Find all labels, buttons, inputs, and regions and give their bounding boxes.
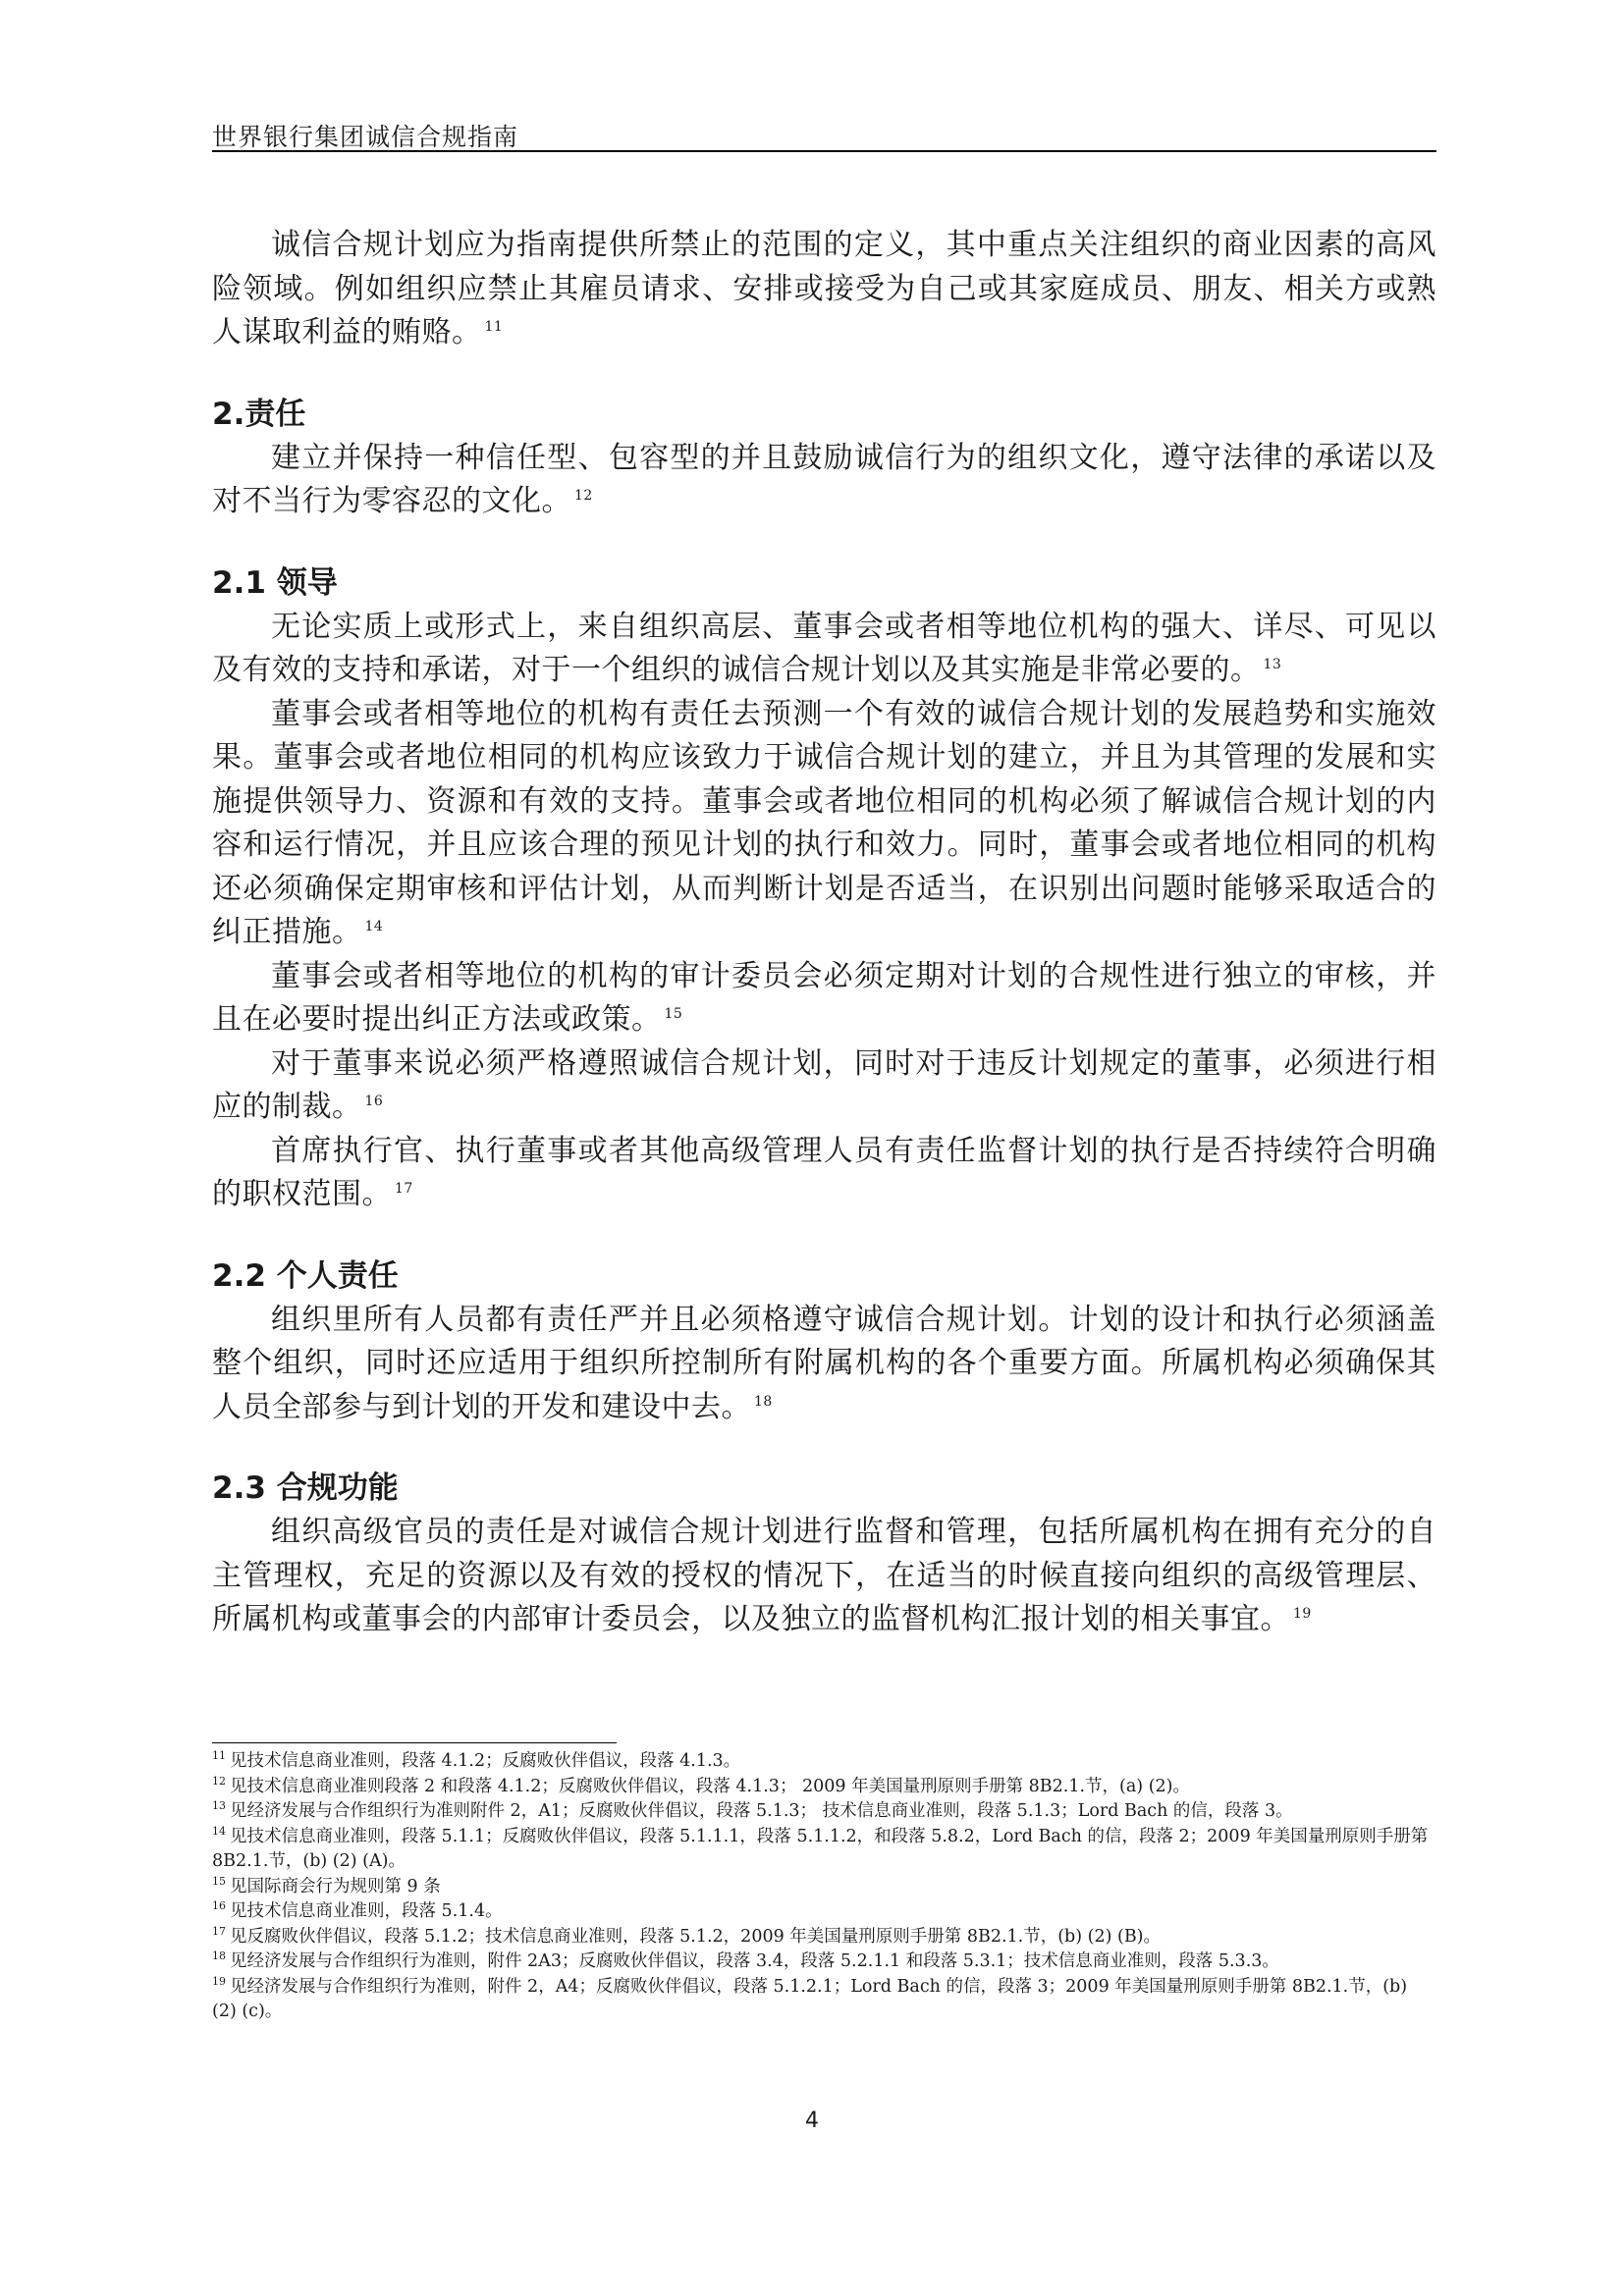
paragraph-text: 对于董事来说必须严格遵照诚信合规计划，同时对于违反计划规定的董事，必须进行相应的制裁。: [212, 1045, 1436, 1124]
footnote-text: 见技术信息商业准则，段落 5.1.4。: [230, 1901, 503, 1921]
section-heading-2-3: 2.3 合规功能: [212, 1470, 399, 1506]
section-2-1-paragraph-5: [212, 1130, 1436, 1217]
footnote-item: [212, 1775, 1436, 1800]
paragraph-text: 董事会或者相等地位的机构的审计委员会必须定期对计划的合规性进行独立的审核，并且在必要时提出纠正方法或政策。: [212, 958, 1436, 1037]
paragraph-text: 诚信合规计划应为指南提供所禁止的范围的定义，其中重点关注组织的商业因素的高风险领域。例如组织应禁止其雇员请求、安排或接受为自己或其家庭成员、朋友、相关方或熟人谋取利益的贿赂。: [212, 228, 1436, 349]
footnote-ref[interactable]: 11: [484, 319, 504, 335]
footnote-ref[interactable]: 13: [1263, 657, 1282, 672]
footnote-item: [212, 1925, 1436, 1950]
footnote-item: [212, 1825, 1436, 1875]
section-heading-2-2: 2.2 个人责任: [212, 1257, 399, 1294]
section-heading-2: 2.责任: [212, 396, 306, 432]
footnote-number: 17: [212, 1924, 226, 1938]
footnote-ref[interactable]: 17: [395, 1181, 413, 1197]
footnote-ref[interactable]: 19: [1293, 1606, 1312, 1622]
footnote-divider: [212, 1742, 617, 1743]
paragraph-text: 建立并保持一种信任型、包容型的并且鼓励诚信行为的组织文化，遵守法律的承诺以及对不当行为零容忍的文化。: [212, 440, 1436, 518]
footnote-text: 见反腐败伙伴倡议，段落 5.1.2；技术信息商业准则，段落 5.1.2，2009 年美国量刑原则手册第 8B2.1.节，(b) (2) (B)。: [230, 1926, 1162, 1947]
footnote-item: [212, 1975, 1436, 2025]
footnote-number: 11: [212, 1749, 226, 1763]
footnote-text: 见国际商会行为规则第 9 条: [230, 1876, 441, 1896]
footnote-text: 见经济发展与合作组织行为准则，附件 2A3；反腐败伙伴倡议，段落 3.4，段落 5.2.1.1 和段落 5.3.1；技术信息商业准则，段落 5.3.3。: [230, 1951, 1279, 1971]
footnote-item: [212, 1899, 1436, 1925]
section-2-1-paragraph-3: [212, 955, 1436, 1042]
footnote-text: 见经济发展与合作组织行为准则附件 2，A1；反腐败伙伴倡议，段落 5.1.3； 技术信息商业准则，段落 5.1.3；Lord Bach 的信，段落 3。: [230, 1801, 1293, 1821]
footnote-text: 见技术信息商业准则段落 2 和段落 4.1.2；反腐败伙伴倡议，段落 4.1.3； 2009 年美国量刑原则手册第 8B2.1.节，(a) (2)。: [230, 1776, 1190, 1796]
footnote-item: [212, 1799, 1436, 1825]
footnote-ref[interactable]: 16: [364, 1094, 384, 1109]
running-header: 世界银行集团诚信合规指南: [212, 123, 519, 151]
paragraph-text: 无论实质上或形式上，来自组织高层、董事会或者相等地位机构的强大、详尽、可见以及有效的支持和承诺，对于一个组织的诚信合规计划以及其实施是非常必要的。: [212, 609, 1436, 687]
section-2-2-paragraph: [212, 1299, 1436, 1430]
section-2-1-paragraph-2: [212, 693, 1436, 955]
section-heading-2-1: 2.1 领导: [212, 564, 338, 601]
footnote-text: 见经济发展与合作组织行为准则，附件 2，A4；反腐败伙伴倡议，段落 5.1.2.1；Lord Bach 的信，段落 3；2009 年美国量刑原则手册第 8B2.1.节，(b) (2) (c)。: [212, 1976, 1408, 2021]
header-divider: [212, 150, 1436, 152]
paragraph-text: 组织高级官员的责任是对诚信合规计划进行监督和管理，包括所属机构在拥有充分的自主管理权，充足的资源以及有效的授权的情况下，在适当的时候直接向组织的高级管理层、所属机构或董事会的内部审计委员会，以及独立的监督机构汇报计划的相关事宜。: [212, 1515, 1436, 1636]
footnote-item: [212, 1749, 1436, 1775]
footnote-number: 15: [212, 1874, 226, 1888]
page-number: 4: [805, 2109, 819, 2133]
footnote-number: 16: [212, 1899, 226, 1913]
footnote-number: 14: [212, 1824, 226, 1838]
paragraph-text: 董事会或者相等地位的机构有责任去预测一个有效的诚信合规计划的发展趋势和实施效果。董事会或者地位相同的机构应该致力于诚信合规计划的建立，并且为其管理的发展和实施提供领导力、资源和有效的支持。董事会或者地位相同的机构必须了解诚信合规计划的内容和运行情况，并且应该合理的预见计划的执行和效力。同时，董事会或者地位相同的机构还必须确保定期审核和评估计划，从而判断计划是否适当，在识别出问题时能够采取适合的纠正措施。: [212, 696, 1436, 949]
paragraph-text: 首席执行官、执行董事或者其他高级管理人员有责任监督计划的执行是否持续符合明确的职权范围。: [212, 1133, 1436, 1211]
footnote-ref[interactable]: 14: [364, 919, 384, 934]
footnote-text: 见技术信息商业准则，段落 5.1.1；反腐败伙伴倡议，段落 5.1.1.1，段落 5.1.1.2，和段落 5.8.2，Lord Bach 的信，段落 2；2009 年美国量刑原则手册第 8B2.1.节，(b) (2) (A)。: [212, 1826, 1429, 1871]
footnotes: [212, 1749, 1436, 2025]
footnote-number: 19: [212, 1974, 226, 1988]
footnote-number: 12: [212, 1774, 226, 1788]
footnote-item: [212, 1949, 1436, 1975]
main-content: [212, 224, 1436, 1642]
footnote-number: 18: [212, 1949, 226, 1963]
section-2-3-paragraph: [212, 1511, 1436, 1642]
section-2-1-paragraph-4: [212, 1042, 1436, 1130]
section-2-paragraph: [212, 437, 1436, 524]
intro-paragraph: [212, 224, 1436, 355]
footnote-ref[interactable]: 12: [574, 488, 593, 504]
footnote-ref[interactable]: 18: [754, 1393, 773, 1410]
footnote-text: 见技术信息商业准则，段落 4.1.2；反腐败伙伴倡议，段落 4.1.3。: [230, 1751, 741, 1771]
footnote-number: 13: [212, 1799, 226, 1813]
section-2-1-paragraph-1: [212, 606, 1436, 693]
paragraph-text: 组织里所有人员都有责任严并且必须格遵守诚信合规计划。计划的设计和执行必须涵盖整个组织，同时还应适用于组织所控制所有附属机构的各个重要方面。所属机构必须确保其人员全部参与到计划的开发和建设中去。: [212, 1302, 1436, 1424]
footnote-item: [212, 1875, 1436, 1900]
footnote-ref[interactable]: 15: [664, 1006, 683, 1022]
